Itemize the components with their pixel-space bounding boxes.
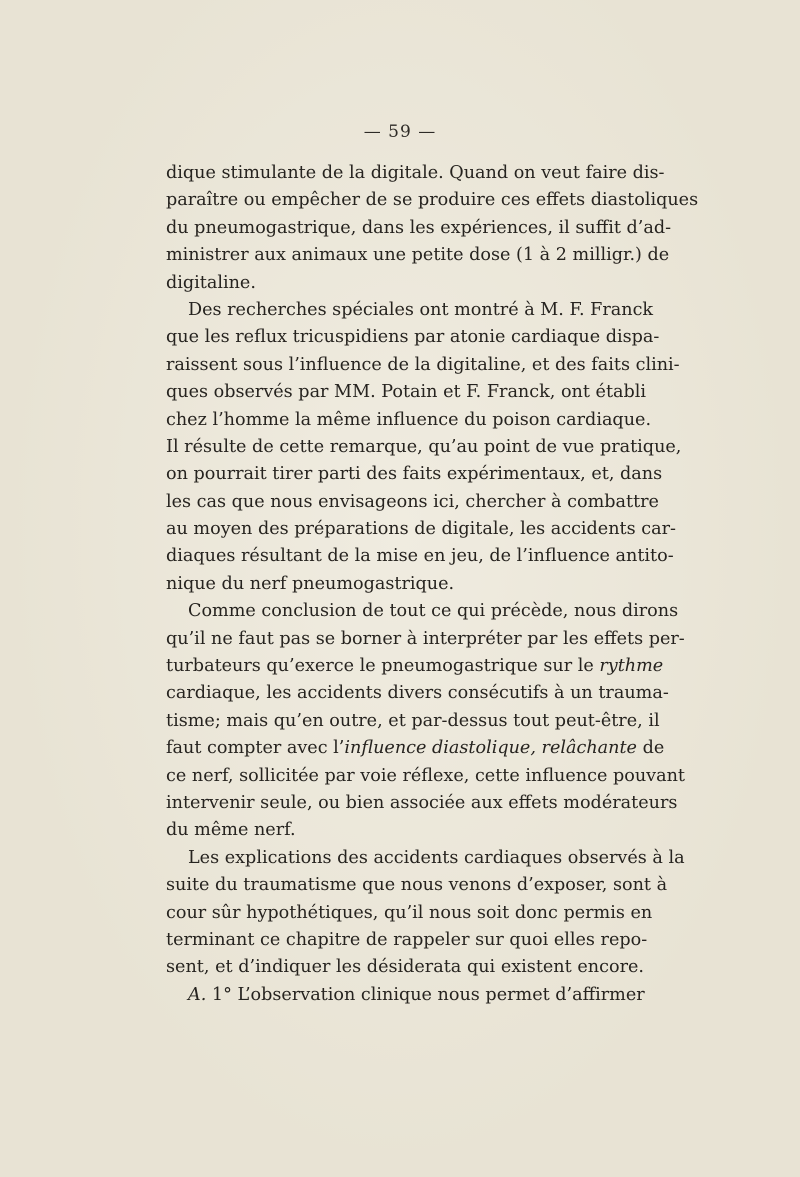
section-marker: A. xyxy=(188,984,207,1005)
page-number: — 59 — xyxy=(363,122,437,142)
text-line xyxy=(166,982,644,1009)
text-line xyxy=(166,434,682,461)
text-line xyxy=(166,845,685,872)
line-text: cour sûr hypothétiques, qu’il nous soit donc permis en xyxy=(166,902,653,923)
line-text: tisme; mais qu’en outre, et par-dessus tout peut-être, il xyxy=(166,710,660,731)
text-line xyxy=(166,927,648,954)
line-text: faut compter avec l’ xyxy=(166,738,345,759)
italic-phrase: rythme xyxy=(599,656,664,677)
text-line xyxy=(166,954,644,981)
text-line xyxy=(166,160,665,187)
text-line xyxy=(166,352,680,379)
text-line xyxy=(166,900,653,927)
line-text: turbateurs qu’exerce le pneumogastrique sur le xyxy=(166,656,594,677)
line-text: sent, et d’indiquer les désiderata qui existent encore. xyxy=(166,957,644,978)
text-line xyxy=(166,461,663,488)
line-text: 1° L’observation clinique nous permet d’affirmer xyxy=(206,984,645,1005)
line-text: qu’il ne faut pas se borner à interpréter par les effets per- xyxy=(166,628,685,649)
line-text: Les explications des accidents cardiaques observés à la xyxy=(188,847,685,868)
line-text: paraître ou empêcher de se produire ces effets diastoliques xyxy=(166,190,699,211)
line-text: intervenir seule, ou bien associée aux effets modérateurs xyxy=(166,792,678,813)
line-text: cardiaque, les accidents divers consécutifs à un trauma- xyxy=(166,683,669,704)
text-line xyxy=(166,735,665,762)
text-line xyxy=(166,379,647,406)
text-line xyxy=(166,242,670,269)
text-line xyxy=(166,407,652,434)
text-line xyxy=(166,817,644,844)
line-text: on pourrait tirer parti des faits expérimentaux, et, dans xyxy=(166,464,663,485)
text-line xyxy=(166,626,685,653)
line-text: les cas que nous envisageons ici, chercher à combattre xyxy=(166,491,659,512)
text-line xyxy=(166,708,660,735)
italic-phrase: influence diastolique, relâchante xyxy=(344,738,637,759)
text-line xyxy=(166,790,678,817)
line-text: de xyxy=(642,738,665,759)
line-text: au moyen des préparations de digitale, les accidents car- xyxy=(166,519,676,540)
line-text: Il résulte de cette remarque, qu’au point de vue pratique, xyxy=(166,436,682,457)
line-text: chez l’homme la même influence du poison cardiaque. xyxy=(166,409,652,430)
text-line xyxy=(166,489,659,516)
text-line xyxy=(166,571,644,598)
line-text: ce nerf, sollicitée par voie réflexe, cette influence pouvant xyxy=(166,765,686,786)
line-text: du pneumogastrique, dans les expériences, il suffit d’ad- xyxy=(166,217,672,238)
line-text: ministrer aux animaux une petite dose (1 à 2 milligr.) de xyxy=(166,245,670,266)
line-text: ques observés par MM. Potain et F. Franck, ont établi xyxy=(166,382,647,403)
text-line xyxy=(166,598,679,625)
text-line xyxy=(166,763,686,790)
text-line xyxy=(166,516,676,543)
line-text: terminant ce chapitre de rappeler sur quoi elles repo- xyxy=(166,929,648,950)
text-line xyxy=(166,215,672,242)
line-text: du même nerf. xyxy=(166,820,296,841)
text-line xyxy=(166,324,660,351)
line-text: suite du traumatisme que nous venons d’exposer, sont à xyxy=(166,875,668,896)
line-text: Des recherches spéciales ont montré à M. F. Franck xyxy=(188,299,654,320)
line-text: que les reflux tricuspidiens par atonie cardiaque dispa- xyxy=(166,327,660,348)
line-text: nique du nerf pneumogastrique. xyxy=(166,573,455,594)
line-text: dique stimulante de la digitale. Quand on veut faire dis- xyxy=(166,163,665,183)
text-line xyxy=(166,680,669,707)
text-line xyxy=(166,270,644,297)
line-text: diaques résultant de la mise en jeu, de l’influence antito- xyxy=(166,546,674,567)
text-line xyxy=(166,187,699,214)
line-text: digitaline. xyxy=(166,272,256,293)
text-line xyxy=(166,297,654,324)
text-line xyxy=(166,653,664,680)
body-text xyxy=(166,160,699,1009)
text-line xyxy=(166,543,674,570)
line-text: Comme conclusion de tout ce qui précède, nous dirons xyxy=(188,601,679,622)
line-text: raissent sous l’influence de la digitaline, et des faits clini- xyxy=(166,354,680,375)
text-line xyxy=(166,872,668,899)
